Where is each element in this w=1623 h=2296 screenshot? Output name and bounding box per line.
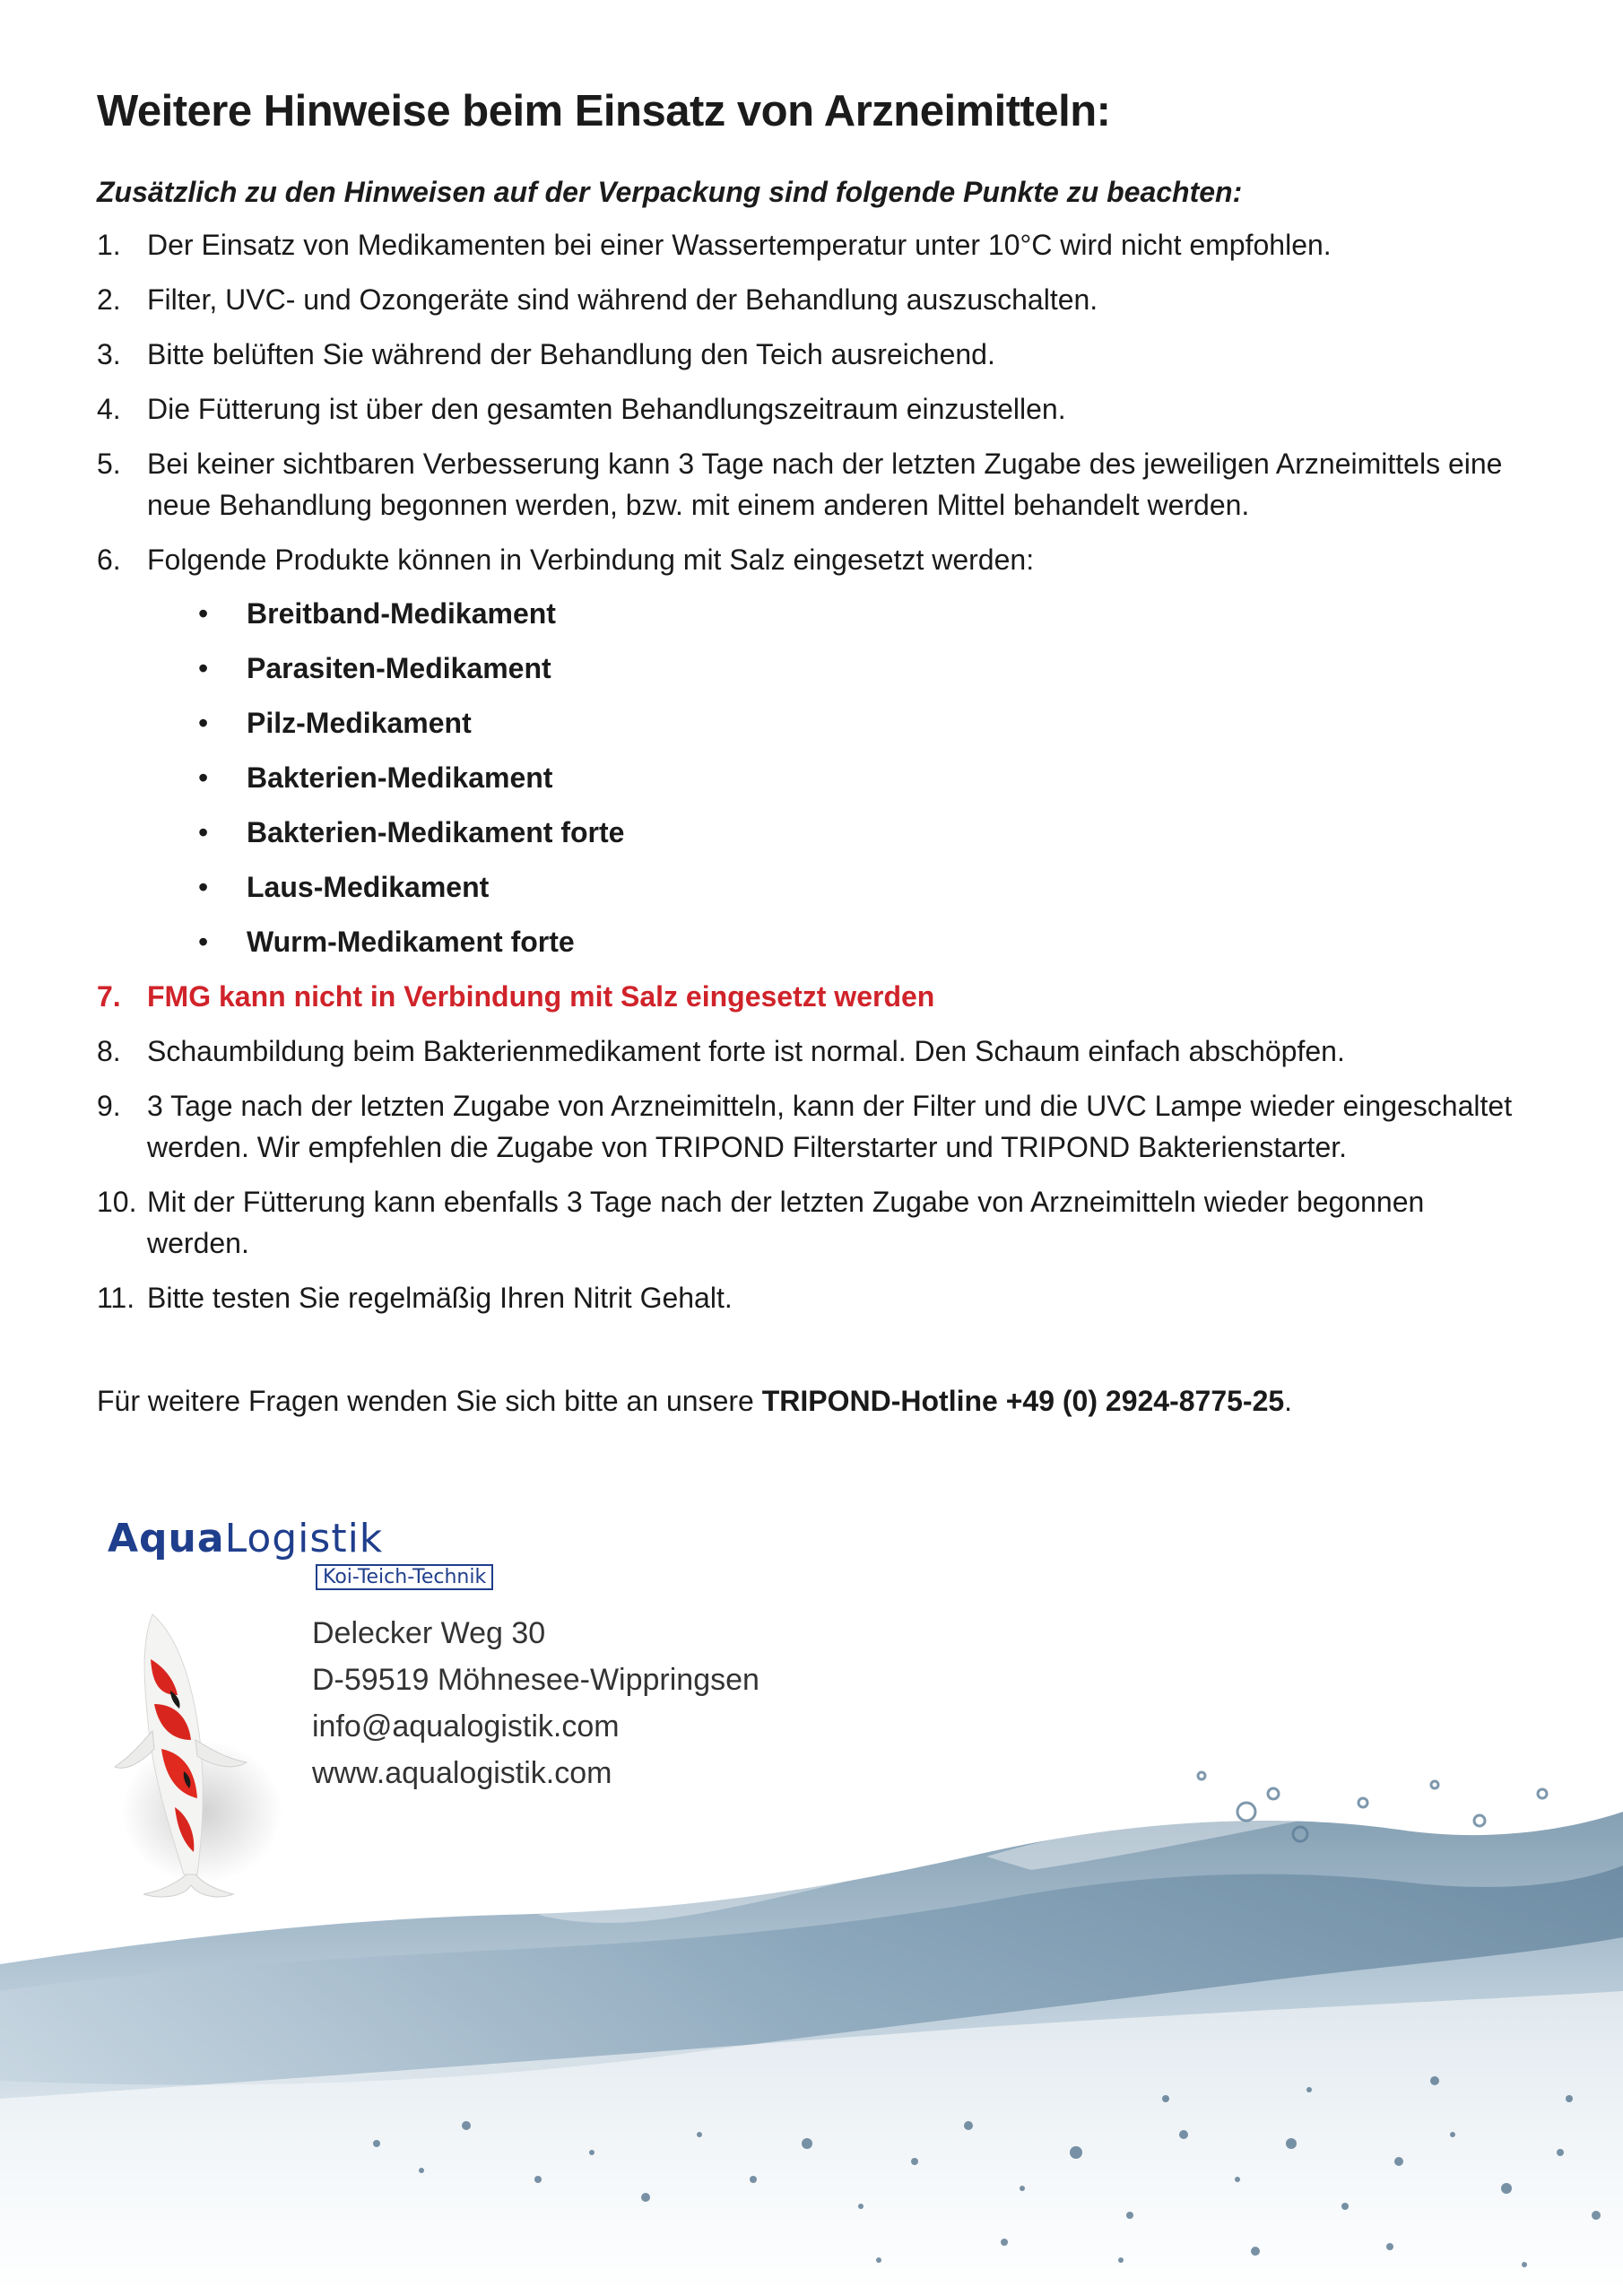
bullet-icon: •	[198, 707, 209, 739]
product-name: Wurm-Medikament forte	[247, 926, 575, 958]
product-name: Parasiten-Medikament	[247, 652, 551, 684]
product-item	[147, 866, 1532, 908]
list-item-4	[97, 388, 1532, 430]
list-text: Mit der Fütterung kann ebenfalls 3 Tage nach der letzten Zugabe von Arzneimitteln wieder begonnen werden.	[147, 1186, 1425, 1259]
address-website[interactable]: www.aqualogistik.com	[312, 1756, 612, 1790]
list-number: 1.	[97, 229, 121, 261]
hotline-prefix: Für weitere Fragen wenden Sie sich bitte an unsere	[97, 1385, 762, 1417]
product-item	[147, 812, 1532, 853]
list-item-8	[97, 1031, 1532, 1072]
logo-tagline: Koi-Teich-Technik	[316, 1564, 493, 1590]
list-text: Bitte testen Sie regelmäßig Ihren Nitrit Gehalt.	[147, 1282, 733, 1314]
list-number: 8.	[97, 1035, 121, 1067]
product-item	[147, 648, 1532, 689]
list-item-5	[97, 443, 1532, 526]
bullet-icon: •	[198, 761, 209, 794]
address-email[interactable]: info@aqualogistik.com	[312, 1709, 620, 1744]
list-number: 11.	[97, 1282, 135, 1314]
list-text: Bitte belüften Sie während der Behandlung den Teich ausreichend.	[147, 338, 995, 370]
list-number: 2.	[97, 283, 121, 316]
logo-wordmark	[108, 1516, 383, 1561]
list-number: 10.	[97, 1186, 137, 1218]
bullet-icon: •	[198, 871, 209, 903]
product-name: Breitband-Medikament	[247, 597, 556, 630]
list-text: Bei keiner sichtbaren Verbesserung kann 3 Tage nach der letzten Zugabe des jeweiligen Arzneimittels eine neue Behandlung begonnen werden, bzw. mit einem anderen Mittel behandelt werden.	[147, 448, 1503, 521]
hotline-note	[97, 1385, 1292, 1418]
list-number: 4.	[97, 393, 121, 425]
list-item-6	[97, 539, 1532, 962]
bullet-icon: •	[198, 597, 209, 630]
bullet-icon: •	[198, 652, 209, 684]
list-item-1	[97, 224, 1532, 265]
logo-logistik: Logistik	[224, 1516, 384, 1561]
list-text: FMG kann nicht in Verbindung mit Salz eingesetzt werden	[147, 980, 935, 1013]
product-item	[147, 921, 1532, 962]
product-name: Bakterien-Medikament forte	[247, 816, 625, 848]
list-number: 3.	[97, 338, 121, 370]
aqualogistik-logo	[108, 1516, 487, 1588]
instruction-list	[97, 224, 1532, 1332]
list-number: 9.	[97, 1090, 121, 1122]
list-item-10	[97, 1181, 1532, 1264]
product-name: Pilz-Medikament	[247, 707, 472, 739]
list-number: 7.	[97, 980, 121, 1013]
list-item-7-warning	[97, 976, 1532, 1017]
address-street: Delecker Weg 30	[312, 1616, 546, 1650]
list-text: Folgende Produkte können in Verbindung mit Salz eingesetzt werden:	[147, 544, 1035, 576]
address-city: D-59519 Möhnesee-Wippringsen	[312, 1663, 759, 1697]
list-number: 5.	[97, 448, 121, 480]
list-item-11	[97, 1277, 1532, 1318]
list-text: Schaumbildung beim Bakterienmedikament forte ist normal. Den Schaum einfach abschöpfen.	[147, 1035, 1345, 1067]
list-text: 3 Tage nach der letzten Zugabe von Arzneimitteln, kann der Filter und die UVC Lampe wieder eingeschaltet werden. Wir empfehlen die Zugabe von TRIPOND Filterstarter und TRIPOND Bakterienstarter.	[147, 1090, 1513, 1163]
logo-aqua: Aqua	[108, 1516, 225, 1561]
intro-text: Zusätzlich zu den Hinweisen auf der Verpackung sind folgende Punkte zu beachten:	[97, 176, 1243, 208]
product-list	[147, 593, 1532, 962]
list-item-9	[97, 1085, 1532, 1168]
list-text: Filter, UVC- und Ozongeräte sind während der Behandlung auszuschalten.	[147, 283, 1098, 316]
product-name: Bakterien-Medikament	[247, 761, 553, 794]
list-number: 6.	[97, 544, 121, 576]
product-name: Laus-Medikament	[247, 871, 490, 903]
product-item	[147, 757, 1532, 798]
list-text: Der Einsatz von Medikamenten bei einer Wassertemperatur unter 10°C wird nicht empfohlen.	[147, 229, 1332, 261]
hotline-suffix: .	[1284, 1385, 1293, 1417]
bullet-icon: •	[198, 816, 209, 848]
list-item-2	[97, 279, 1532, 320]
bullet-icon: •	[198, 926, 209, 958]
water-splash-illustration	[0, 1758, 1623, 2296]
list-text: Die Fütterung ist über den gesamten Behandlungszeitraum einzustellen.	[147, 393, 1066, 425]
list-item-3	[97, 334, 1532, 375]
page-title: Weitere Hinweise beim Einsatz von Arzneimitteln:	[97, 87, 1111, 135]
product-item	[147, 593, 1532, 634]
product-item	[147, 702, 1532, 744]
hotline-number: TRIPOND-Hotline +49 (0) 2924-8775-25	[761, 1385, 1285, 1417]
